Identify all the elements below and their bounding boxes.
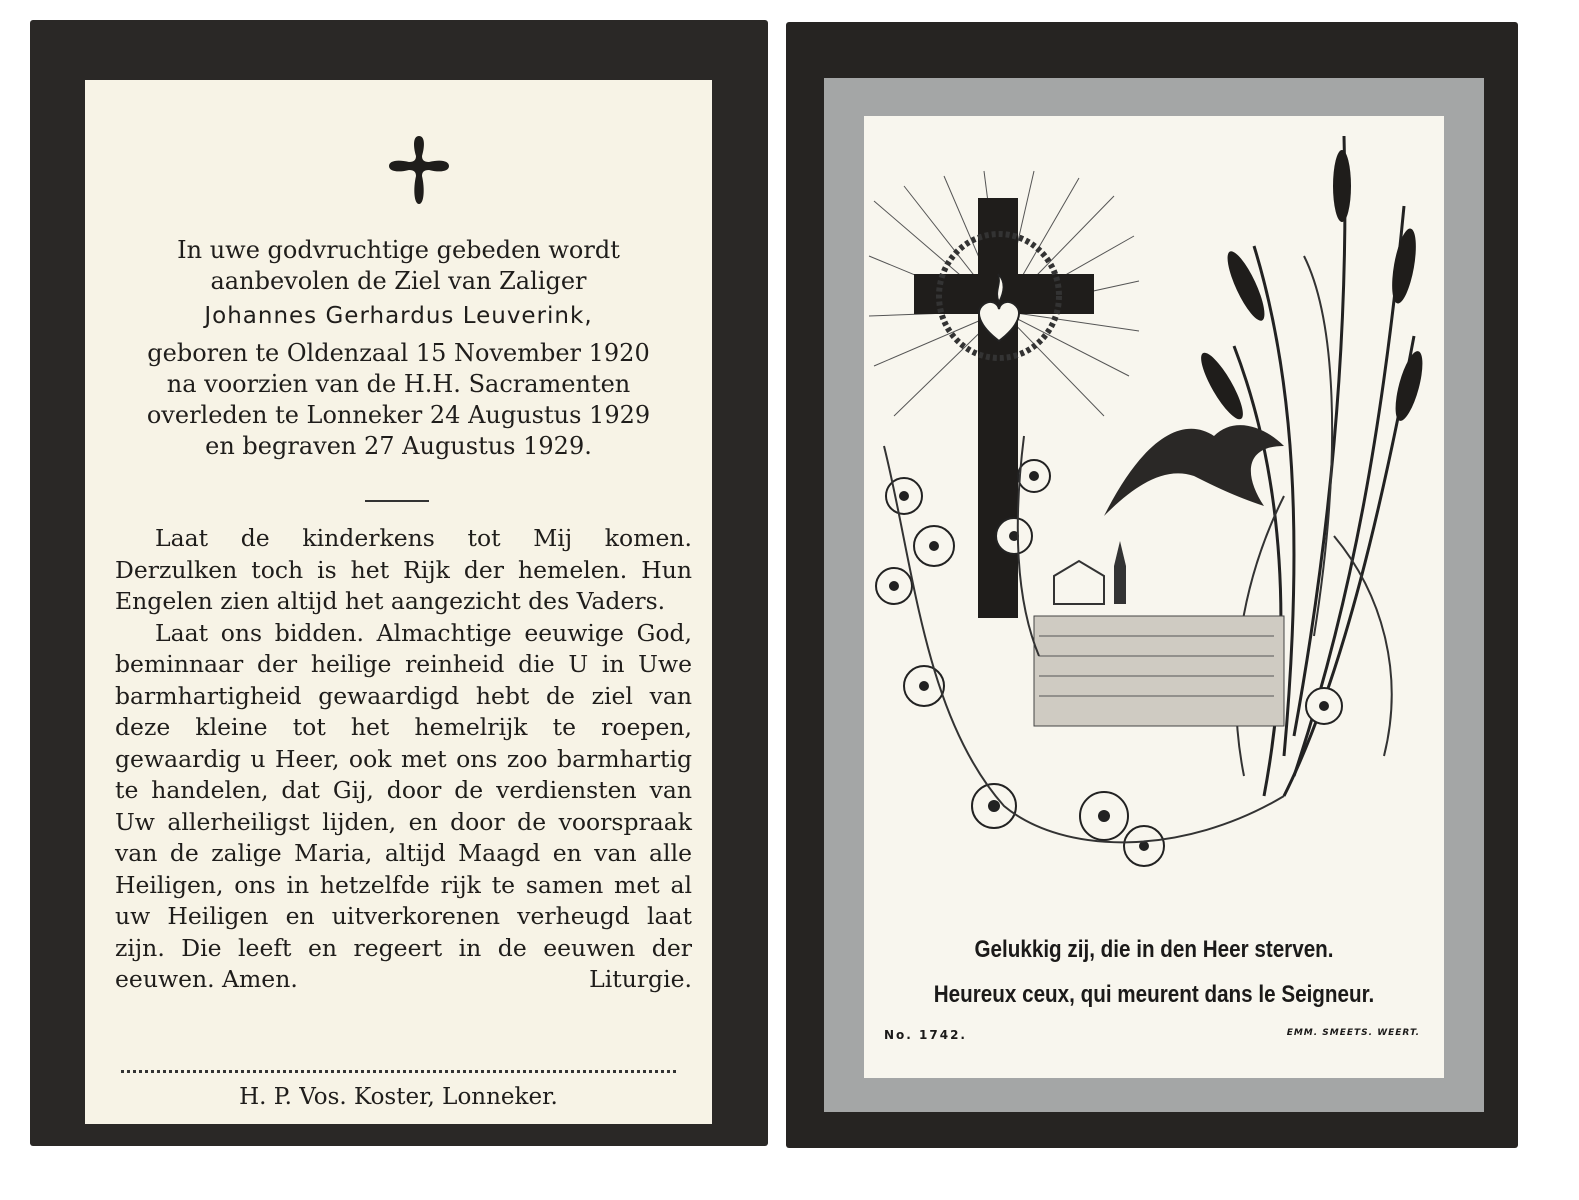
card-paper-left (85, 80, 712, 1124)
cross-and-landscape-illustration (864, 116, 1444, 916)
cross-vertical (978, 198, 1018, 618)
cross-icon (387, 134, 451, 206)
cattail-heads (1194, 150, 1428, 424)
chapel-spire (1114, 541, 1126, 604)
scripture-paragraph: Laat de kinderkens tot Mij komen. Derzulken toch is het Rijk der hemelen. Hun Engelen zien altijd het aangezicht des Vaders. (115, 524, 692, 615)
caption-french: Heureux ceux, qui meurent dans le Seigneur. (933, 981, 1375, 1008)
life-line: geboren te Oldenzaal 15 November 1920 (147, 339, 650, 367)
divider (365, 500, 429, 502)
lake (1034, 616, 1284, 726)
announcement (85, 235, 712, 462)
memorial-card-text-side (30, 20, 768, 1146)
prayer-text (115, 523, 692, 996)
life-line: overleden te Lonneker 24 Augustus 1929 (146, 401, 651, 429)
deceased-name: Johannes Gerhardus Leuverink, (204, 303, 593, 329)
intro-line: In uwe godvruchtige gebeden wordt (177, 236, 620, 264)
prayer-paragraph (115, 618, 692, 996)
prayer-body: Laat ons bidden. Almachtige eeuwige God, beminnaar der heilige reinheid die U in Uwe barmhartigheid gewaardigd hebt de ziel van deze kleine tot het hemelrijk te roepen, gewaardig u Heer, ook met ons zoo barmhartig te handelen, dat Gij, door de verdiensten van Uw allerheiligst lijden, en door de voorspraak van de zalige Maria, altijd Maagd en van alle Heiligen, ons in hetzelfde rijk te samen met al uw Heiligen en uitverkorenen verheugd laat zijn. Die leeft en regeert in de eeuwen der eeuwen. Amen. (115, 618, 692, 993)
chapel (1054, 561, 1104, 604)
dotted-divider (121, 1070, 676, 1073)
card-paper-right (864, 116, 1444, 1078)
life-line: en begraven 27 Augustus 1929. (205, 432, 592, 460)
life-line: na voorzien van de H.H. Sacramenten (166, 370, 631, 398)
memorial-card-picture-side (786, 22, 1518, 1148)
card-number: No. 1742. (884, 1028, 967, 1042)
publisher-credit: EMM. SMEETS. WEERT. (1286, 1028, 1420, 1038)
printer-credit: H. P. Vos. Koster, Lonneker. (239, 1084, 558, 1110)
dove-icon (1104, 425, 1284, 516)
intro-line: aanbevolen de Ziel van Zaliger (210, 267, 587, 295)
caption-dutch: Gelukkig zij, die in den Heer sterven. (974, 936, 1334, 963)
prayer-source: Liturgie. (589, 965, 692, 993)
